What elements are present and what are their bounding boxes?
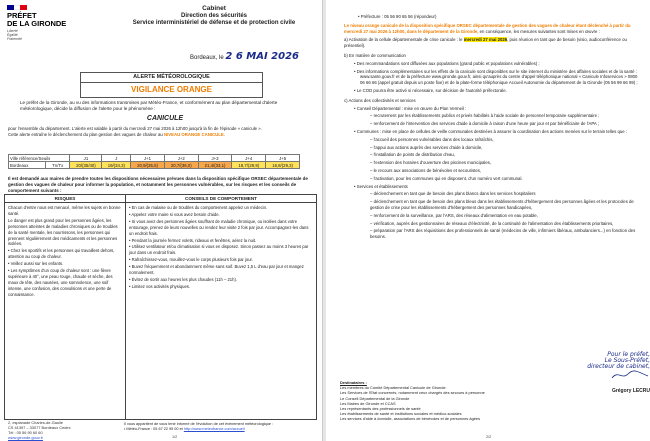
meteo-link[interactable]: http://www.meteofrance.com/accueil [183, 426, 245, 431]
intro-paragraph: Le préfet de la Gironde, au vu des informations transmises par Météo-France, et conformément au plan départemental d'alerte météorologique, décide la diffusion de l'alerte pour le phénomène : [20, 100, 278, 111]
actions-item: – le recours aux associations de bénévoles et secouristes, [370, 167, 482, 173]
advice-item: • Utilisez ventilateur et/ou climatisation si vous en disposez. Sinon passez au moins 3 heures par jour dans un endroit frais. [129, 244, 309, 256]
actions-title: c) Actions des collectivités et services [344, 97, 416, 103]
highlighted-date: mercredi 27 mai 2026 [463, 37, 508, 43]
risk-item: Chacun d'entre nous est menacé, même les sujets en bonne santé. [8, 205, 121, 216]
actions-item: – l'accueil des personnes vulnérables dans des locaux rafraîchis, [370, 136, 494, 142]
risks-column [5, 195, 125, 419]
recipients-list [340, 380, 580, 422]
communication-title: b) En matière de communication [344, 52, 406, 58]
handwritten-date: 2 6 MAI 2026 [225, 51, 299, 62]
advice-item: • Rafraîchissez-vous, mouillez-vous le corps plusieurs fois par jour. [129, 257, 253, 263]
risks-advice-table [4, 194, 317, 420]
page-1 [0, 0, 323, 441]
signatory-name: Grégory LECRU [611, 388, 650, 394]
risk-item: • Chez les sportifs et les personnes qui travaillent dehors, attention au coup de chaleur. [8, 248, 115, 260]
advice-item: • En cas de malaise ou de troubles du comportement appelez un médecin. [129, 205, 268, 210]
advice-header: CONSEILS DE COMPORTEMENT [126, 195, 316, 203]
actions-item: – l'installation de points de distribution d'eau, [370, 152, 456, 158]
vigilance-level: VIGILANCE ORANGE [131, 85, 212, 94]
communication-item: • Le COD pourra être activé si nécessaire, sur décision de l'autorité préfectorale. [354, 87, 507, 93]
meteo-info: Il vous appartient de vous tenir informé de l'évolution de cet événement météorologique : • Météo-France : 05 67 22 95 00 et http://www.meteofrance.com/accueil [124, 422, 274, 431]
phenomenon-title: CANICULE [146, 115, 184, 122]
actions-item: – vérification, auprès des gestionnaires de réseaux d'électricité, de la continuité de l'alimentation des établissements prioritaires, [370, 220, 614, 226]
risk-item: • Veillez aussi sur les enfants. [8, 261, 64, 267]
signature-block [578, 352, 650, 394]
actions-item: – déclenchement en tant que de besoin des plans blancs dans les services hospitaliers [370, 191, 536, 197]
advice-item: • Buvez fréquemment et abondamment même sans soif. Buvez 1,5 L d'eau par jour et mangez normalement. [129, 264, 304, 276]
risks-header: RISQUES [5, 195, 125, 203]
actions-item: – renforcement de la surveillance, par l'ARS, des réseaux d'alimentation en eau potable, [370, 212, 538, 218]
prefecture-website-link[interactable]: www.gironde.gouv.fr [8, 435, 43, 440]
recipient-item: Les établissements de santé et institutions sociales et médico-sociales [340, 411, 462, 417]
actions-item: • Communes : mise en place de cellules de veille communales destinées à assurer la coordination des actions menées sur le terrain telles que : [354, 128, 628, 134]
level-paragraph: Le niveau orange canicule de la disposition spécifique ORSEC départementale de gestion des vagues de chaleur étant déclenché à partir du mercredi 27 mai 2026 à 12h00, dans le département de la Gironde, en conséquence, les mesures suivantes sont mises en œuvre : [344, 22, 631, 34]
communication-item: • Des informations complémentaires sur les effets de la canicule sont disponibles sur le site internet du ministère des affaires sociales et de la santé : www.sante.gouv.fr et de la préfecture www.gironde.gouv.fr, ainsi qu'auprès du centre d'appel téléphonique national « Canicule Infoservices » 0800 06 66 66 (appel gratuit depuis un poste fixe) et de la plate-forme téléphonique Accueil Autonomie du département de la Gironde (05 56 99 66 99) ; [354, 68, 638, 86]
actions-item: – renforcement de l'intervention des services d'aide à domicile à raison d'une heure par jour et par bénéficiaire de l'APA ; [370, 121, 599, 127]
recipient-item: Les Maires de Gironde et CCAS [340, 400, 396, 406]
actions-item: – l'activation, pour les communes qui en disposent, d'un numéro vert communal. [370, 175, 523, 181]
crisis-cell-activation: a) Activation de la cellule départementale de crise canicule : le mercredi 27 mai 2026, puis réunion en tant que de besoin (visio, audioconférence ou présentiel). [344, 37, 627, 49]
actions-item: – recrutement par les établissements publics et privés habilités à l'aide sociale de personnel temporaire supplémentaire ; [370, 113, 600, 119]
prefecture-contact: • Préfecture : 05 56 90 65 56 (répondeur) [358, 14, 437, 19]
page-2 [326, 0, 650, 441]
actions-item: – déclenchement en tant que de besoin des plans bleus dans les établissements d'hébergement des personnes âgées et les protocoles de gestion de crise pour les établissements d'hébergement des personnes handicapées, [370, 199, 634, 210]
advice-item: • Limitez vos activités physiques. [129, 283, 191, 289]
logo-title-line2: DE LA GIRONDE [7, 19, 67, 28]
table-header-row: Ville référence/Seuils J1 J J+1 J+2 J+3 J+4 J+5 [9, 155, 300, 162]
actions-item: – l'appui aux actions auprès des services d'aide à domicile, [370, 144, 483, 150]
alert-box [80, 72, 263, 98]
prefecture-address: 2, esplanade Charles-de-Gaulle CS 41397 – 33077 Bordeaux Cedex Tél : 05 56 90 60 60 www.gironde.gouv.fr [8, 420, 118, 440]
advice-item: • Pendant la journée fermez volets, rideaux et fenêtres, aérez la nuit. [129, 237, 257, 243]
recipients-title: Destinataires : [340, 380, 367, 385]
advice-column [125, 195, 316, 419]
recipient-item: Les Services de l'Etat concernés, notamment ceux chargés des secours à personne [340, 390, 485, 396]
logo-title-line1: PRÉFET [7, 11, 37, 20]
dateline: Bordeaux, le 2 6 MAI 2026 [190, 51, 299, 62]
recipient-item: Les services d'aide à domicile, associations de bénévoles et de personnes âgées [340, 416, 481, 422]
recipient-item: Les représentants des professionnels de santé [340, 406, 421, 412]
recipient-item: Le Conseil Départemental de la Gironde [340, 395, 410, 401]
handwritten-signature [610, 370, 650, 380]
risk-item: Le danger est plus grand pour les personnes âgées, les personnes atteintes de maladies chroniques ou de troubles de la santé mentale, les nourrissons, les personnes qui prennent régulièrement des médicaments et les personnes isolées. [8, 217, 118, 247]
recipient-item: Les membres du Comité Départemental Canicule de Gironde. [340, 385, 447, 391]
validity-paragraph: pour l'ensemble du département. L'alerte est valable à partir du mercredi 27 mai 2026 à 12h00 jusqu'à la fin de l'épisode « canicule ». Cette alerte entraîne le déclenchement du plan gestion des vagues de chaleur au NIVEAU ORANGE CANICULE. [8, 126, 262, 137]
issuing-service-header: Cabinet Direction des sécurités Service interministériel de défense et de protection civile [132, 5, 296, 26]
flag-icon [7, 5, 27, 10]
mayors-instruction: Il est demandé aux maires de prendre toutes les dispositions nécessaires prévues dans la disposition spécifique ORSEC départementale de gestion des vagues de chaleur pour informer la population, et notamment les personnes vulnérables, sur les risques et les conseils de comportement suivants : [8, 176, 308, 193]
communication-item: • Des recommandations sont diffusées aux populations (grand public et populations vulnérables) ; [354, 60, 540, 66]
actions-item: – l'extension des horaires d'ouverture des piscines municipales, [370, 160, 492, 166]
alert-title: ALERTE MÉTÉOROLOGIQUE [81, 73, 262, 83]
advice-item: • Si vous avez des personnes âgées souffrant de maladie chronique, ou isolées dans votre entourage, prenez de leurs nouvelles ou rendez leur visite 2 fois par jour. Accompagnez-les dans un endroit frais. [129, 218, 309, 236]
page-number: 1/2 [172, 435, 178, 439]
logo-motto: Liberté Égalité Fraternité [7, 29, 22, 41]
risk-item: • Les symptômes d'un coup de chaleur sont : une fièvre supérieure à 40°, une peau rouge, chaude et sèche, des maux de tête, des nausées, une somnolence, une soif intense, une confusion, des convulsions et une perte de connaissance. [8, 268, 113, 297]
actions-item: • Services et établissements [354, 183, 408, 189]
signature-line-1: Pour le préfet, [607, 351, 650, 358]
signature-line-2: Le Sous-Préfet, directeur de cabinet, [587, 357, 650, 370]
prefecture-logo [7, 5, 67, 41]
page-2-body [344, 14, 640, 242]
temperature-thresholds-table [8, 154, 300, 169]
advice-item: • Appelez votre maire si vous avez besoin d'aide. [129, 211, 220, 217]
advice-item: • Évitez de sortir aux heures les plus chaudes (11h – 21h). [129, 276, 237, 282]
actions-item: • Conseil Départemental : mise en œuvre du Plan Vermeil : [354, 105, 467, 111]
table-row-bordeaux: Bordeaux Tn/Tx 20/(35/40) 19/(34,3) 20,9/(35,5) 20,7/(36,0) 21,4/(33,1) 18,7/(29,9) 16,8/(29,3) [9, 162, 300, 169]
actions-item: – préparation par l'ARS des réquisitions des professionnels de santé (médecins de ville, infirmiers libéraux, ambulanciers...) en fonction des besoins. [370, 228, 636, 240]
page-number: 2/2 [486, 435, 492, 439]
